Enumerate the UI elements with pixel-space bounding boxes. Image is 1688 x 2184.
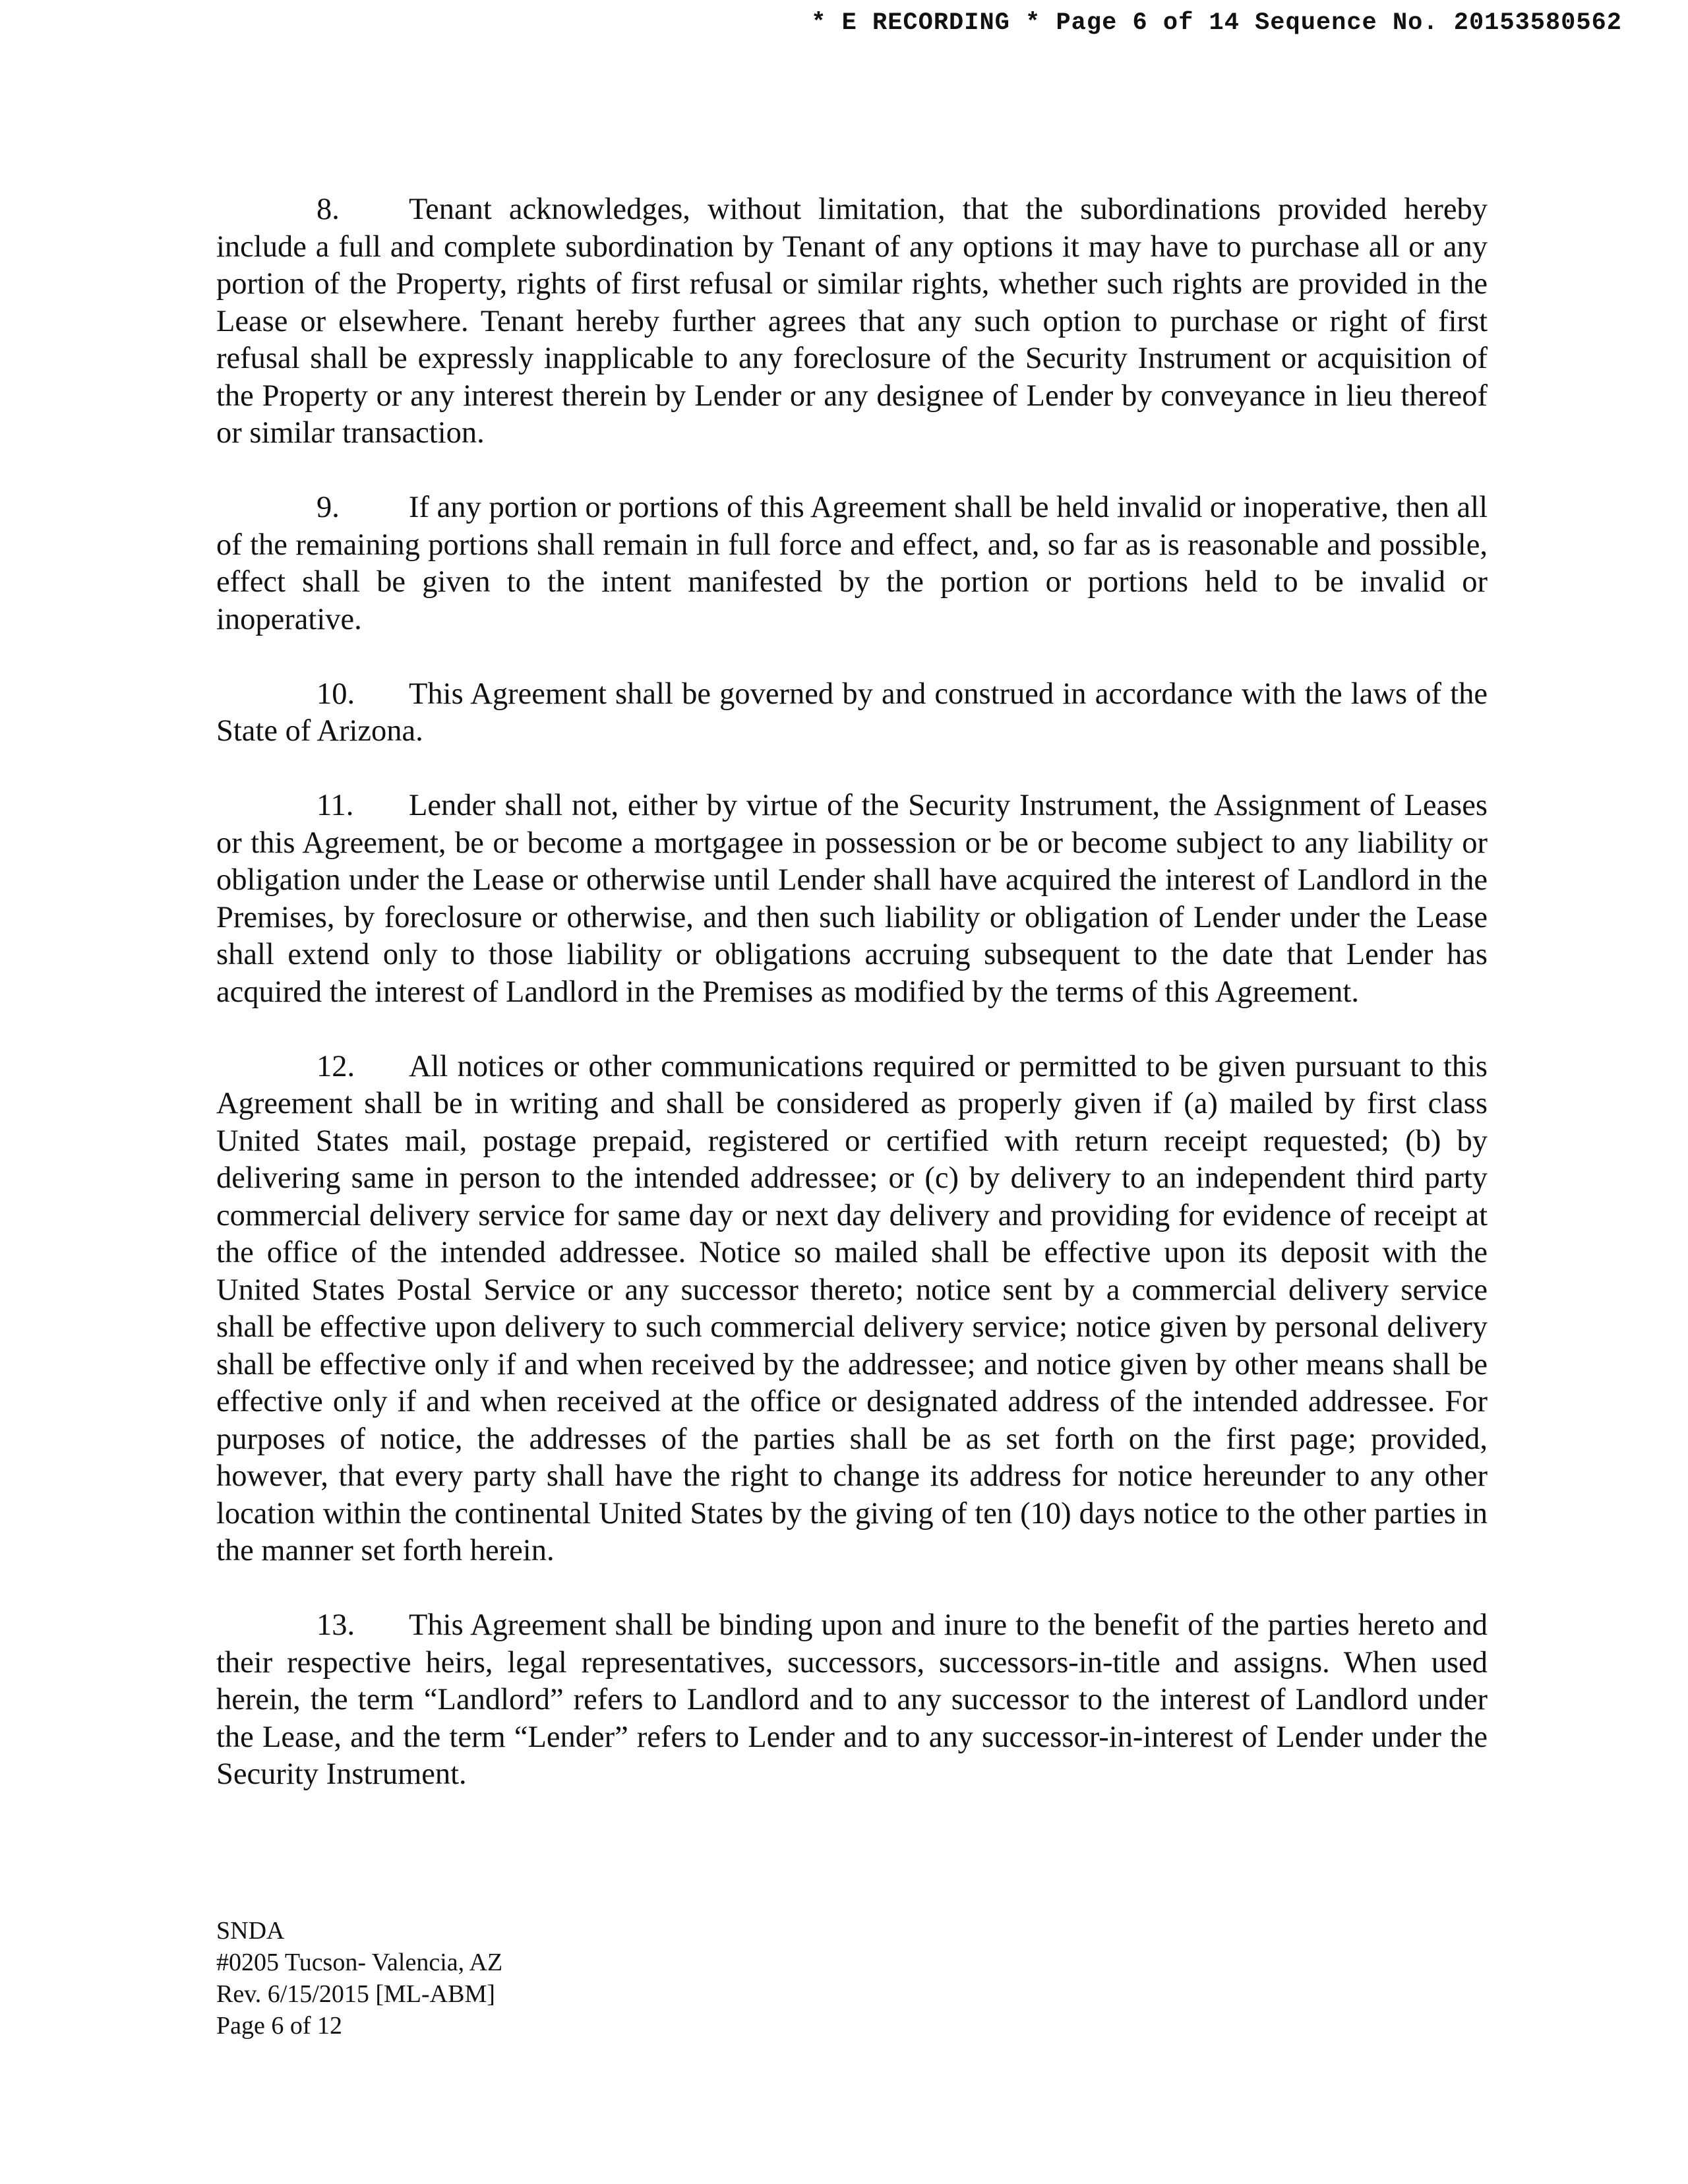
paragraph-text: All notices or other communications required or permitted to be given pursuant to this Agreement shall be in writing and shall be considered as properly given if (a) mailed by first class United States mail, postage prepaid, registered or certified with return receipt requested; (b) by delivering same in person to the intended addressee; or (c) by delivery to an independent third party commercial delivery service for same day or next day delivery and providing for evidence of receipt at the office of the intended addressee. Notice so mailed shall be effective upon its deposit with the United States Postal Service or any successor thereto; notice sent by a commercial delivery service shall be effective upon delivery to such commercial delivery service; notice given by personal delivery shall be effective only if and when received by the addressee; and notice given by other means shall be effective only if and when received at the office or designated address of the intended addressee. For purposes of notice, the addresses of the parties shall be as set forth on the first page; provided, however, that every party shall have the right to change its address for notice hereunder to any other location within the continental United States by the giving of ten (10) days notice to the other parties in the manner set forth herein. — [216, 1049, 1488, 1567]
document-footer — [216, 1915, 502, 2042]
footer-location: #0205 Tucson- Valencia, AZ — [216, 1949, 503, 1976]
paragraph-10 — [216, 676, 1488, 750]
paragraph-text: Tenant acknowledges, without limitation, that the subordinations provided hereby include a full and complete subordination by Tenant of any options it may have to purchase all or any portion of the Property, rights of first refusal or similar rights, whether such rights are provided in the Lease or elsewhere. Tenant hereby further agrees that any such option to purchase or right of first refusal shall be expressly inapplicable to any foreclosure of the Security Instrument or acquisition of the Property or any interest therein by Lender or any designee of Lender by conveyance in lieu thereof or similar transaction. — [216, 193, 1488, 450]
paragraph-text: If any portion or portions of this Agreement shall be held invalid or inoperative, then all of the remaining portions shall remain in full force and effect, and, so far as is reasonable and possible, effect shall be given to the intent manifested by the portion or portions held to be invalid or inoperative. — [216, 491, 1488, 636]
recording-header: * E RECORDING * Page 6 of 14 Sequence No. 20153580562 — [811, 9, 1622, 37]
paragraph-text: Lender shall not, either by virtue of the Security Instrument, the Assignment of Leases or this Agreement, be or become a mortgagee in possession or be or become subject to any liability or obligation under the Lease or otherwise until Lender shall have acquired the interest of Landlord in the Premises, by foreclosure or otherwise, and then such liability or obligation of Lender under the Lease shall extend only to those liability or obligations accruing subsequent to the date that Lender has acquired the interest of Landlord in the Premises as modified by the terms of this Agreement. — [216, 789, 1488, 1009]
footer-page-number: Page 6 of 12 — [216, 2012, 343, 2040]
paragraph-text: This Agreement shall be governed by and construed in accordance with the laws of the State of Arizona. — [216, 677, 1488, 748]
footer-doc-type: SNDA — [216, 1917, 285, 1945]
paragraph-number: 9. — [316, 491, 340, 524]
footer-revision: Rev. 6/15/2015 [ML-ABM] — [216, 1980, 495, 2008]
document-body — [216, 191, 1488, 1831]
paragraph-12 — [216, 1048, 1488, 1570]
paragraph-text: This Agreement shall be binding upon and inure to the benefit of the parties hereto and their respective heirs, legal representatives, successors, successors-in-title and assigns. When used herein, the term “Landlord” refers to Landlord and to any successor to the interest of Landlord under the Lease, and the term “Lender” refers to Lender and to any successor-in-interest of Lender under the Security Instrument. — [216, 1608, 1488, 1791]
paragraph-13 — [216, 1607, 1488, 1794]
paragraph-number: 13. — [316, 1608, 355, 1642]
paragraph-number: 11. — [316, 789, 354, 822]
paragraph-8 — [216, 191, 1488, 452]
paragraph-number: 10. — [316, 677, 355, 711]
paragraph-9 — [216, 489, 1488, 638]
paragraph-number: 8. — [316, 193, 340, 226]
paragraph-number: 12. — [316, 1049, 355, 1083]
paragraph-11 — [216, 787, 1488, 1011]
